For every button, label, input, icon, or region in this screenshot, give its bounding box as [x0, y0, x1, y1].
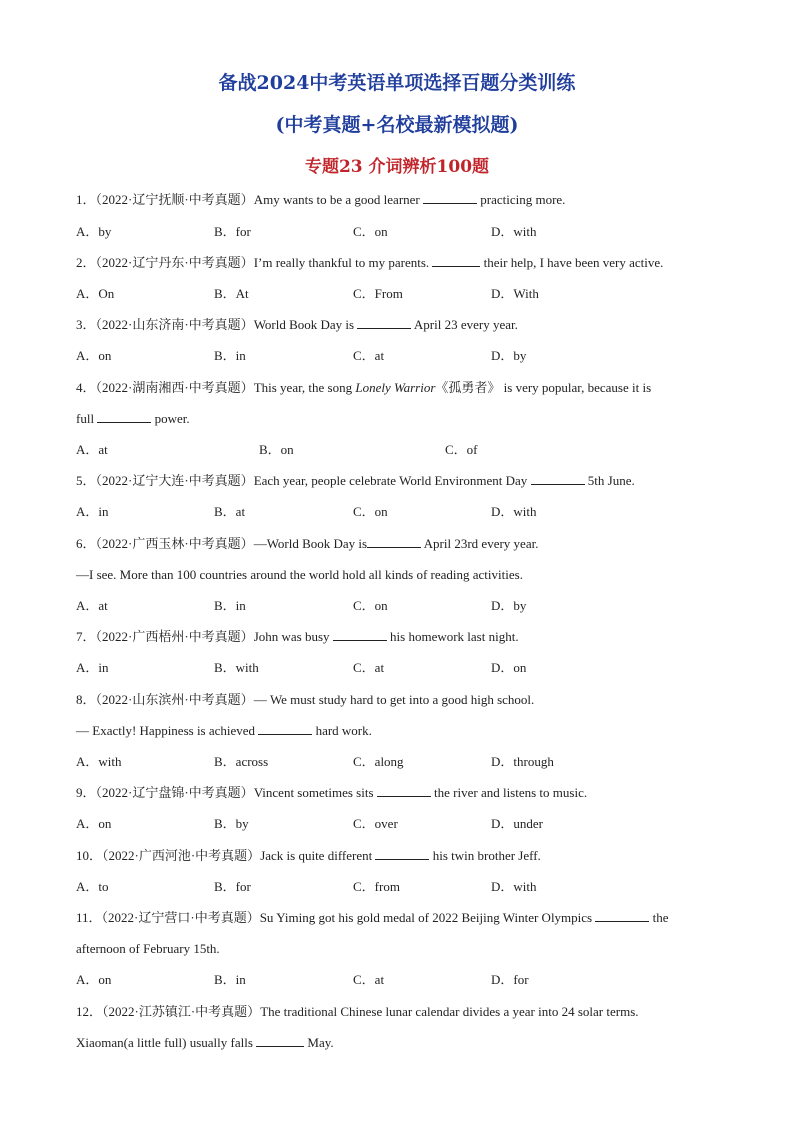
question-source: （2022·辽宁大连·中考真题） [95, 473, 254, 488]
question-12-stem-line-2: Xiaoman(a little full) usually falls May. [76, 1035, 334, 1050]
answer-blank [432, 255, 480, 267]
question-7-option-a: A．in [76, 660, 109, 675]
question-4-option-c: C．of [445, 442, 478, 457]
question-source: （2022·湖南湘西·中考真题） [95, 380, 254, 395]
question-10-option-a: A．to [76, 879, 109, 894]
question-10-stem: 10．（2022·广西河池·中考真题）Jack is quite different his twin brother Jeff. [76, 848, 541, 863]
topic-heading: 专题23 介词辨析100题 [304, 157, 490, 177]
question-9-stem: 9．（2022·辽宁盘锦·中考真题）Vincent sometimes sits the river and listens to music. [76, 785, 588, 800]
answer-blank [377, 785, 431, 797]
question-source: （2022·辽宁抚顺·中考真题） [95, 192, 254, 207]
question-5-option-c: C．on [353, 504, 388, 519]
question-1-option-c: C．on [353, 224, 388, 239]
question-4-option-b: B．on [259, 442, 294, 457]
question-8-stem: 8．（2022·山东滨州·中考真题）— We must study hard to get into a good high school. [76, 692, 535, 707]
question-8-option-a: A．with [76, 754, 122, 769]
question-5-option-b: B．at [214, 504, 246, 519]
question-6-option-d: D．by [491, 598, 527, 613]
question-10-option-b: B．for [214, 879, 251, 894]
question-12-stem: 12．（2022·江苏镇江·中考真题）The traditional Chinese lunar calendar divides a year into 24 solar terms. [76, 1004, 639, 1019]
question-8-option-c: C．along [353, 754, 404, 769]
answer-blank [357, 317, 411, 329]
question-1-stem: 1．（2022·辽宁抚顺·中考真题）Amy wants to be a good learner practicing more. [76, 192, 566, 207]
question-2-option-d: D．With [491, 286, 539, 301]
question-3-option-a: A．on [76, 348, 112, 363]
question-9-option-d: D．under [491, 816, 543, 831]
answer-blank [595, 910, 649, 922]
question-6-option-c: C．on [353, 598, 388, 613]
question-7-option-b: B．with [214, 660, 259, 675]
question-11-stem: 11．（2022·辽宁营口·中考真题）Su Yiming got his gold medal of 2022 Beijing Winter Olympics the [76, 910, 669, 925]
question-11-option-b: B．in [214, 972, 246, 987]
question-1-option-b: B．for [214, 224, 251, 239]
question-3-option-d: D．by [491, 348, 527, 363]
question-7-option-d: D．on [491, 660, 527, 675]
question-6-stem-line-2: —I see. More than 100 countries around the world hold all kinds of reading activities. [76, 567, 523, 582]
question-8-option-d: D．through [491, 754, 554, 769]
question-9-option-b: B．by [214, 816, 249, 831]
question-source: （2022·辽宁营口·中考真题） [101, 910, 260, 925]
question-5-option-d: D．with [491, 504, 537, 519]
question-source: （2022·广西河池·中考真题） [102, 848, 261, 863]
question-source: （2022·辽宁丹东·中考真题） [95, 255, 254, 270]
answer-blank [258, 723, 312, 735]
question-2-stem: 2．（2022·辽宁丹东·中考真题）I’m really thankful to my parents. their help, I have been very active. [76, 255, 664, 270]
answer-blank [333, 629, 387, 641]
answer-blank [531, 473, 585, 485]
question-1-option-d: D．with [491, 224, 537, 239]
answer-blank [256, 1035, 304, 1047]
question-10-option-d: D．with [491, 879, 537, 894]
question-3-stem: 3．（2022·山东济南·中考真题）World Book Day is April 23 every year. [76, 317, 518, 332]
question-6-option-b: B．in [214, 598, 246, 613]
answer-blank [97, 411, 151, 423]
question-3-option-c: C．at [353, 348, 385, 363]
question-source: （2022·山东济南·中考真题） [95, 317, 254, 332]
question-11-option-c: C．at [353, 972, 385, 987]
document-title: 备战2024中考英语单项选择百题分类训练 [218, 72, 576, 94]
answer-blank [375, 848, 429, 860]
song-title: Lonely Warrior [355, 380, 436, 395]
question-11-stem-line-2: afternoon of February 15th. [76, 941, 220, 956]
question-4-option-a: A．at [76, 442, 108, 457]
answer-blank [367, 536, 421, 548]
question-6-option-a: A．at [76, 598, 108, 613]
question-4-stem-line-2: full power. [76, 411, 190, 426]
question-2-option-b: B．At [214, 286, 249, 301]
question-7-stem: 7．（2022·广西梧州·中考真题）John was busy his homework last night. [76, 629, 519, 644]
answer-blank [423, 192, 477, 204]
document-subtitle: (中考真题+名校最新模拟题) [275, 114, 519, 136]
question-source: （2022·广西梧州·中考真题） [95, 629, 254, 644]
question-1-option-a: A．by [76, 224, 112, 239]
question-5-option-a: A．in [76, 504, 109, 519]
question-source: （2022·辽宁盘锦·中考真题） [95, 785, 254, 800]
question-11-option-d: D．for [491, 972, 529, 987]
question-8-option-b: B．across [214, 754, 269, 769]
question-9-option-c: C．over [353, 816, 398, 831]
question-source: （2022·广西玉林·中考真题） [95, 536, 254, 551]
question-7-option-c: C．at [353, 660, 385, 675]
question-source: （2022·山东滨州·中考真题） [95, 692, 254, 707]
question-8-stem-line-2: — Exactly! Happiness is achieved hard work. [76, 723, 372, 738]
question-source: （2022·江苏镇江·中考真题） [102, 1004, 261, 1019]
question-9-option-a: A．on [76, 816, 112, 831]
question-5-stem: 5．（2022·辽宁大连·中考真题）Each year, people celebrate World Environment Day 5th June. [76, 473, 635, 488]
question-2-option-a: A．On [76, 286, 115, 301]
question-11-option-a: A．on [76, 972, 112, 987]
question-4-stem: 4．（2022·湖南湘西·中考真题）This year, the song Lonely Warrior《孤勇者》 is very popular, because it is [76, 380, 652, 395]
question-10-option-c: C．from [353, 879, 400, 894]
question-6-stem: 6．（2022·广西玉林·中考真题）—World Book Day is April 23rd every year. [76, 536, 539, 551]
question-3-option-b: B．in [214, 348, 246, 363]
question-2-option-c: C．From [353, 286, 403, 301]
